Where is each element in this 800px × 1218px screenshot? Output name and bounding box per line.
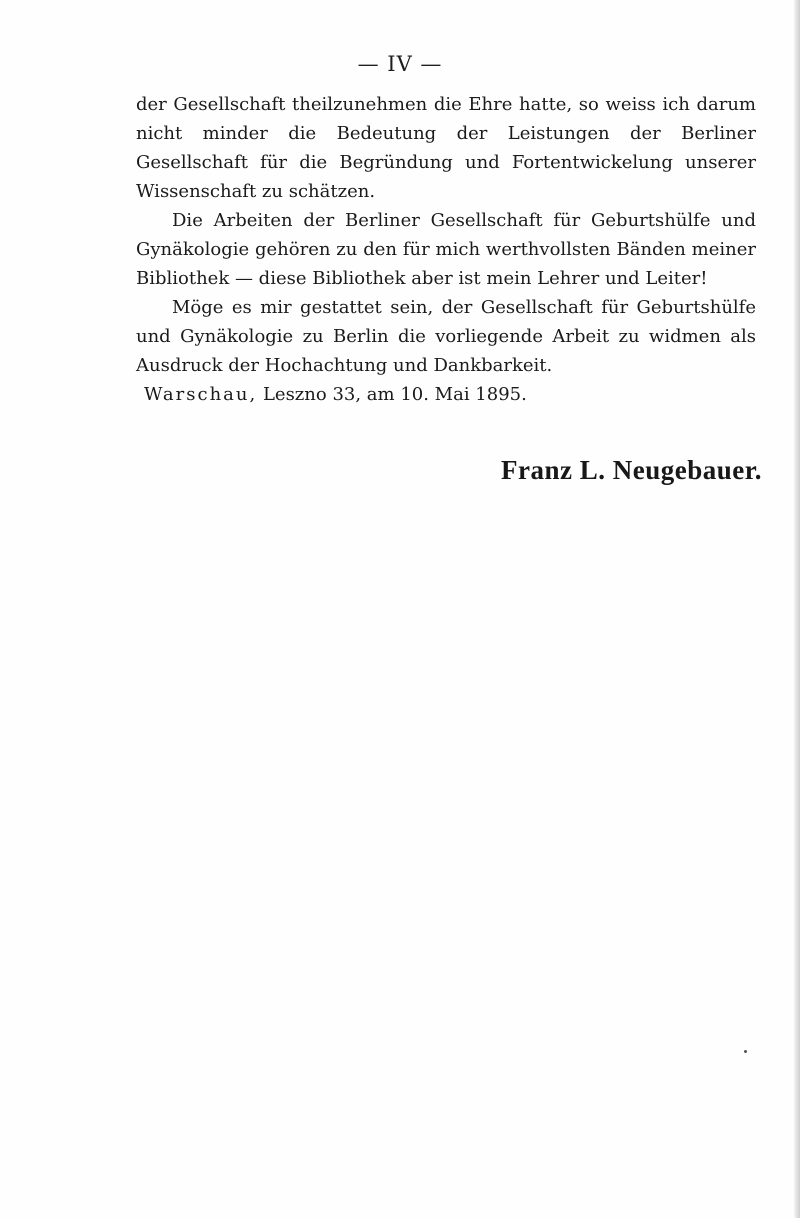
paragraph-3: Möge es mir gestattet sein, der Gesellschaft für Geburtshülfe und Gynäkologie zu Berlin die vorliegende Arbeit zu widmen als Ausdruck der Hochachtung und Dankbarkeit. <box>136 297 756 376</box>
paragraph-2: Die Arbeiten der Berliner Gesellschaft für Geburtshülfe und Gynäkologie gehören zu den für mich werthvollsten Bänden meiner Bibliothek — diese Bibliothek aber ist mein Lehrer und Leiter! <box>136 210 756 289</box>
page-number: — IV — <box>357 52 443 76</box>
place-and-date <box>136 380 756 409</box>
place-name: Warschau, <box>144 384 258 405</box>
dedication-text <box>136 90 756 409</box>
paragraph-1: der Gesellschaft theilzunehmen die Ehre hatte, so weiss ich darum nicht minder die Bedeutung der Leistungen der Berliner Gesellschaft für die Begründung und Fortentwickelung unserer Wissenschaft zu schätzen. <box>136 94 756 202</box>
page-edge <box>794 0 800 1218</box>
author-signature: Franz L. Neugebauer. <box>501 455 762 485</box>
date-line: Leszno 33, am 10. Mai 1895. <box>262 384 527 405</box>
paper-speck <box>744 1050 747 1053</box>
